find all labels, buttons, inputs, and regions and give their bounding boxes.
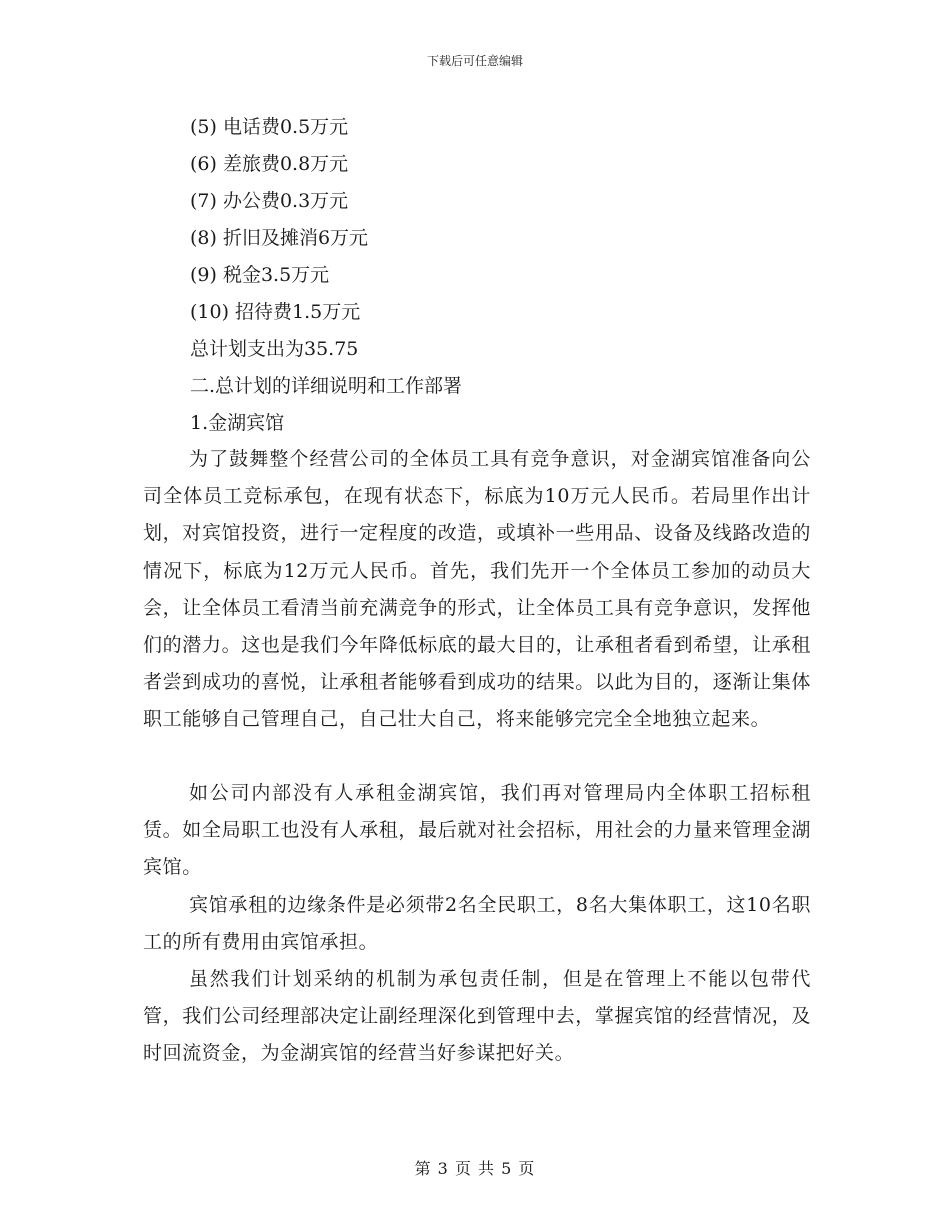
paragraph-bidding: 为了鼓舞整个经营公司的全体员工具有竞争意识，对金湖宾馆准备向公司全体员工竞标承包，在现有状态下，标底为10万元人民币。若局里作出计划，对宾馆投资，进行一定程度的改造，或填补一些用品、设备及线路改造的情况下，标底为12万元人民币。首先，我们先开一个全体员工参加的动员大会，让全体员工看清当前充满竞争的形式，让全体员工具有竞争意识，发挥他们的潜力。这也是我们今年降低标底的最大目的，让承租者看到希望，让承租者尝到成功的喜悦，让承租者能够看到成功的结果。以此为目的，逐渐让集体职工能够自己管理自己，自己壮大自己，将来能够完完全全地独立起来。 xyxy=(143,448,811,731)
section-heading: 二.总计划的详细说明和工作部署 xyxy=(190,375,463,397)
list-item-travel-fee: (6) 差旅费0.8万元 xyxy=(190,153,349,175)
list-item-phone-fee: (5) 电话费0.5万元 xyxy=(190,116,349,138)
list-item-depreciation: (8) 折旧及摊消6万元 xyxy=(190,227,369,249)
paragraph-tender: 如公司内部没有人承租金湖宾馆，我们再对管理局内全体职工招标租赁。如全局职工也没有人承租，最后就对社会招标，用社会的力量来管理金湖宾馆。 xyxy=(143,782,811,879)
subsection-heading: 1.金湖宾馆 xyxy=(190,412,285,434)
paragraph-management: 虽然我们计划采纳的机制为承包责任制，但是在管理上不能以包带代管，我们公司经理部决定让副经理深化到管理中去，掌握宾馆的经营情况，及时回流资金，为金湖宾馆的经营当好参谋把好关。 xyxy=(143,968,811,1065)
total-plan-expense: 总计划支出为35.75 xyxy=(190,338,359,360)
page-header: 下载后可任意编辑 xyxy=(426,54,523,68)
list-item-tax: (9) 税金3.5万元 xyxy=(190,264,330,286)
paragraph-conditions: 宾馆承租的边缘条件是必须带2名全民职工，8名大集体职工，这10名职工的所有费用由宾馆承担。 xyxy=(143,894,811,954)
list-item-entertainment-fee: (10) 招待费1.5万元 xyxy=(190,301,361,323)
page-footer: 第 3 页 共 5 页 xyxy=(414,1159,536,1178)
list-item-office-fee: (7) 办公费0.3万元 xyxy=(190,190,349,212)
